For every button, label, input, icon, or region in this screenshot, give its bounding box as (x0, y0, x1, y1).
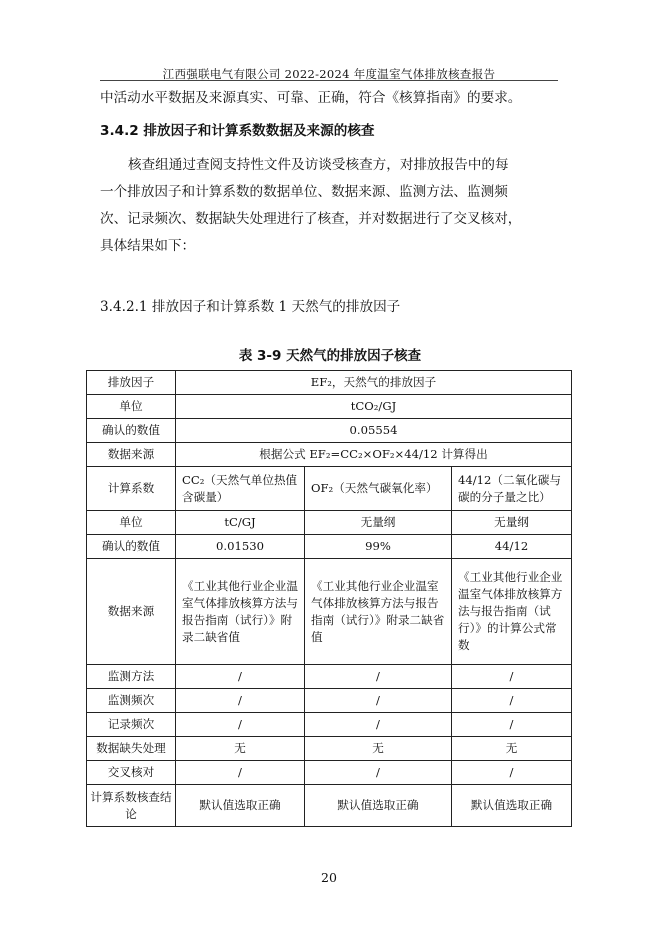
paragraph-line: 次、记录频次、数据缺失处理进行了核查，并对数据进行了交叉核对， (100, 211, 522, 227)
table-row (87, 713, 572, 737)
paragraph-line: 一个排放因子和计算系数的数据单位、数据来源、监测方法、监测频 (100, 184, 508, 200)
source-label: 数据来源 (87, 443, 176, 467)
row-value: / (305, 689, 452, 713)
table-row (87, 511, 572, 535)
coef-source-label: 数据来源 (87, 559, 176, 665)
row-value: 默认值选取正确 (305, 785, 452, 827)
table-row (87, 665, 572, 689)
intro-line: 中活动水平数据及来源真实、可靠、正确，符合《核算指南》的要求。 (100, 90, 522, 106)
coef-value-label: 确认的数值 (87, 535, 176, 559)
table-row (87, 689, 572, 713)
table-row (87, 737, 572, 761)
row-label: 数据缺失处理 (87, 737, 176, 761)
row-value: / (452, 689, 572, 713)
coef-unit: 无量纲 (452, 511, 572, 535)
row-value: / (176, 761, 305, 785)
coef-value: 44/12 (452, 535, 572, 559)
unit-label: 单位 (87, 395, 176, 419)
table-row (87, 559, 572, 665)
ef-label: 排放因子 (87, 371, 176, 395)
row-label: 监测频次 (87, 689, 176, 713)
row-value: / (305, 761, 452, 785)
coef-cc2: CC₂（天然气单位热值含碳量） (176, 467, 305, 511)
body-paragraph (100, 152, 560, 260)
coef-ratio: 44/12（二氧化碳与碳的分子量之比） (452, 467, 572, 511)
table-row (87, 395, 572, 419)
coef-source: 《工业其他行业企业温室气体排放核算方法与报告指南（试行）》附录二缺省值 (176, 559, 305, 665)
coef-unit-label: 单位 (87, 511, 176, 535)
row-label: 记录频次 (87, 713, 176, 737)
row-value: 无 (176, 737, 305, 761)
row-value: / (305, 665, 452, 689)
coef-value: 0.01530 (176, 535, 305, 559)
row-label: 监测方法 (87, 665, 176, 689)
emission-factor-table (86, 370, 572, 827)
coef-unit: 无量纲 (305, 511, 452, 535)
coef-of2: OF₂（天然气碳氧化率） (305, 467, 452, 511)
ef-value: EF₂，天然气的排放因子 (176, 371, 572, 395)
table-row (87, 419, 572, 443)
row-value: / (176, 665, 305, 689)
confirmed-value: 0.05554 (176, 419, 572, 443)
row-value: / (176, 713, 305, 737)
table-row (87, 535, 572, 559)
table-row (87, 371, 572, 395)
table-caption: 表 3-9 天然气的排放因子核查 (238, 348, 422, 364)
table-row (87, 761, 572, 785)
section-heading: 3.4.2 排放因子和计算系数数据及来源的核查 (100, 123, 375, 139)
subsection-title: 3.4.2.1 排放因子和计算系数 1 天然气的排放因子 (100, 299, 401, 315)
paragraph-line: 具体结果如下： (100, 238, 196, 254)
row-value: 无 (452, 737, 572, 761)
coef-value: 99% (305, 535, 452, 559)
row-value: / (452, 713, 572, 737)
coef-unit: tC/GJ (176, 511, 305, 535)
row-value: 默认值选取正确 (176, 785, 305, 827)
row-value: 无 (305, 737, 452, 761)
row-label: 交叉核对 (87, 761, 176, 785)
row-value: 默认值选取正确 (452, 785, 572, 827)
row-value: / (452, 665, 572, 689)
paragraph-line: 核查组通过查阅支持性文件及访谈受核查方，对排放报告中的每 (128, 157, 509, 173)
unit-value: tCO₂/GJ (176, 395, 572, 419)
page-number: 20 (321, 870, 337, 885)
row-value: / (452, 761, 572, 785)
coef-label: 计算系数 (87, 467, 176, 511)
source-value: 根据公式 EF₂=CC₂×OF₂×44/12 计算得出 (176, 443, 572, 467)
row-label: 计算系数核查结论 (87, 785, 176, 827)
row-value: / (305, 713, 452, 737)
confirmed-label: 确认的数值 (87, 419, 176, 443)
page-header: 江西强联电气有限公司 2022-2024 年度温室气体排放核查报告 (162, 67, 496, 81)
coef-source: 《工业其他行业企业温室气体排放核算方法与报告指南（试行）》附录二缺省值 (305, 559, 452, 665)
table-row (87, 785, 572, 827)
header-rule (100, 80, 558, 81)
row-value: / (176, 689, 305, 713)
coef-source: 《工业其他行业企业温室气体排放核算方法与报告指南（试行）》的计算公式常数 (452, 559, 572, 665)
table-row (87, 467, 572, 511)
table-row (87, 443, 572, 467)
